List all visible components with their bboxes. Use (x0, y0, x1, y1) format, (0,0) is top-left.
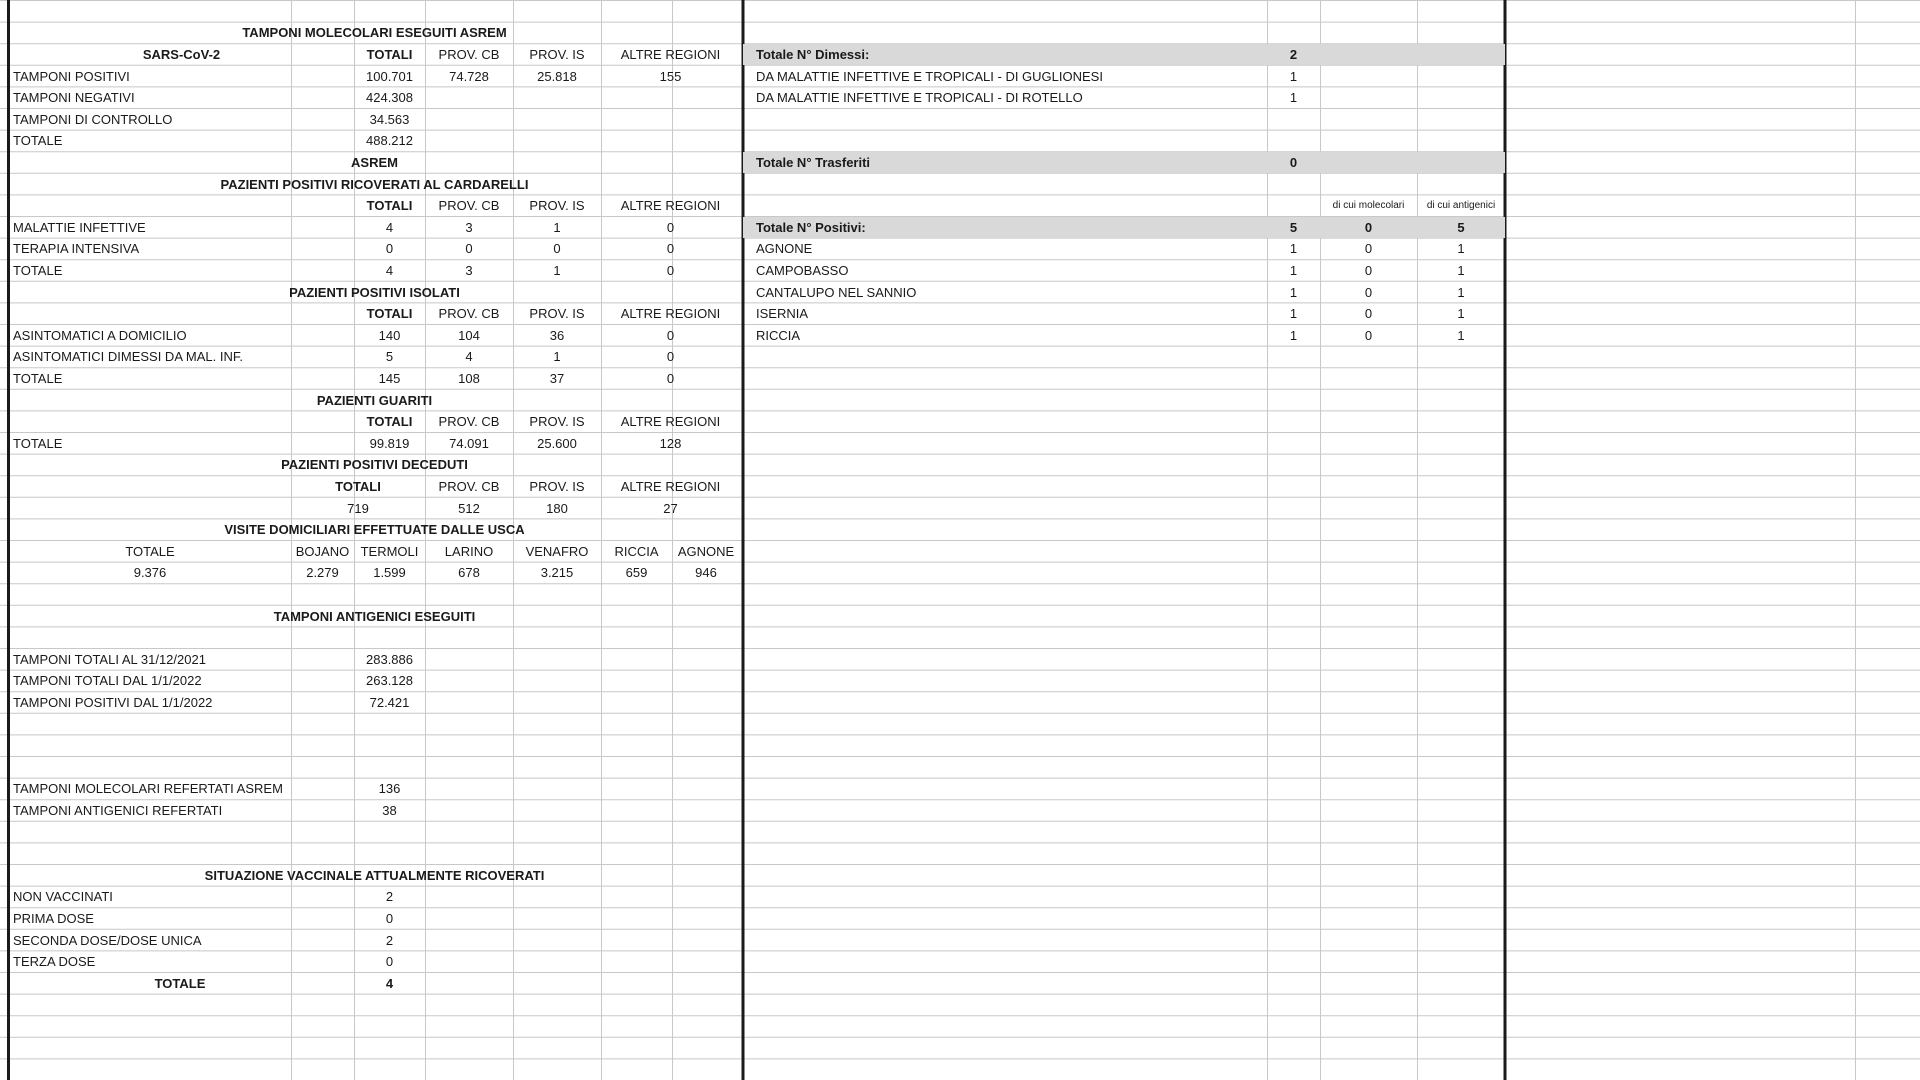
header-prov-is: PROV. IS (529, 198, 585, 214)
section-title-vaccinale: SITUAZIONE VACCINALE ATTUALMENTE RICOVERATI (204, 867, 545, 883)
header-prov-is: PROV. IS (529, 306, 585, 322)
value-prov-is: 25.600 (537, 435, 577, 451)
value-prov-is: 1 (553, 349, 561, 365)
positivi-row-total: 1 (1289, 241, 1298, 257)
positivi-row-antigenici: 1 (1457, 262, 1465, 278)
dimessi-total-value: 2 (1289, 46, 1298, 62)
value-prov-is: 25.818 (537, 68, 577, 84)
positivi-row-molecolari: 0 (1364, 241, 1373, 257)
positivi-row-label: ISERNIA (756, 306, 809, 322)
positivi-row-molecolari: 0 (1364, 327, 1373, 343)
row-label: TAMPONI TOTALI AL 31/12/2021 (13, 651, 206, 667)
header-totali: TOTALI (366, 46, 413, 62)
value-prov-is (513, 109, 601, 130)
positivi-row-label: CANTALUPO NEL SANNIO (756, 284, 917, 300)
dimessi-row-value: 1 (1289, 90, 1298, 106)
usca-riccia-value: 659 (625, 565, 648, 581)
row-label: TAMPONI MOLECOLARI REFERTATI ASREM (13, 781, 283, 797)
value-altre-regioni: 155 (659, 68, 682, 84)
section-title-deceduti: PAZIENTI POSITIVI DECEDUTI (281, 457, 468, 473)
row-label: TAMPONI POSITIVI (13, 68, 130, 84)
row-label: NON VACCINATI (13, 889, 113, 905)
row-label: MALATTIE INFETTIVE (13, 219, 146, 235)
header-totali: TOTALI (366, 306, 413, 322)
value-altre-regioni: 0 (666, 262, 675, 278)
positivi-row-antigenici: 1 (1457, 284, 1465, 300)
value-totali: 263.128 (366, 673, 413, 689)
value-prov-cb: 74.728 (449, 68, 489, 84)
value-totali: 0 (385, 910, 394, 926)
value-prov-cb: 512 (458, 500, 480, 516)
row-label: TERZA DOSE (13, 954, 96, 970)
positivi-total-molecolari: 0 (1364, 219, 1373, 235)
positivi-row-molecolari: 0 (1364, 306, 1373, 322)
section-title-molecolari: TAMPONI MOLECOLARI ESEGUITI ASREM (242, 25, 507, 41)
header-prov-is: PROV. IS (529, 478, 585, 494)
value-prov-is (513, 131, 601, 152)
positivi-row-antigenici: 1 (1457, 327, 1465, 343)
positivi-row-total: 1 (1289, 327, 1298, 343)
value-totali: 0 (385, 954, 394, 970)
positivi-row-total: 1 (1289, 306, 1298, 322)
asrem-label: ASREM (351, 154, 398, 170)
value-prov-cb (425, 87, 513, 108)
row-label: TOTALE (13, 262, 63, 278)
value-prov-cb: 3 (465, 219, 473, 235)
row-label: TAMPONI TOTALI DAL 1/1/2022 (13, 673, 202, 689)
positivi-total-label: Totale N° Positivi: (756, 219, 866, 235)
row-label: TERAPIA INTENSIVA (13, 241, 140, 257)
header-di-cui-molecolari: di cui molecolari (1332, 199, 1405, 211)
row-label: TAMPONI POSITIVI DAL 1/1/2022 (13, 694, 213, 710)
usca-venafro-value: 3.215 (540, 565, 574, 581)
value-totali: 2 (385, 932, 394, 948)
value-prov-is: 1 (553, 219, 561, 235)
value-prov-is: 1 (553, 262, 561, 278)
value-altre-regioni: 128 (659, 435, 682, 451)
header-prov-cb: PROV. CB (438, 414, 500, 430)
row-label: TOTALE (13, 133, 63, 149)
value-totali: 4 (385, 262, 394, 278)
row-label: TOTALE (13, 435, 63, 451)
section-title-ricoverati: PAZIENTI POSITIVI RICOVERATI AL CARDARELLI (220, 176, 529, 192)
value-altre-regioni: 0 (666, 370, 675, 386)
positivi-row-label: AGNONE (756, 241, 813, 257)
value-prov-cb: 4 (465, 349, 473, 365)
row-label: TAMPONI DI CONTROLLO (13, 111, 173, 127)
header-prov-cb: PROV. CB (438, 306, 500, 322)
row-label: TAMPONI ANTIGENICI REFERTATI (13, 802, 223, 818)
value-prov-is: 0 (553, 241, 561, 257)
usca-agnone-header: AGNONE (677, 543, 735, 559)
usca-totale-header: TOTALE (125, 543, 175, 559)
section-title-antigenici: TAMPONI ANTIGENICI ESEGUITI (273, 608, 476, 624)
value-totali: 34.563 (369, 111, 410, 127)
positivi-row-antigenici: 1 (1457, 306, 1465, 322)
value-prov-cb (425, 109, 513, 130)
header-altre-regioni: ALTRE REGIONI (620, 478, 721, 494)
value-altre-regioni (601, 87, 740, 108)
usca-larino-value: 678 (458, 565, 480, 581)
value-prov-is (513, 87, 601, 108)
header-altre-regioni: ALTRE REGIONI (620, 414, 721, 430)
value-totali: 5 (385, 349, 394, 365)
value-altre-regioni (601, 109, 740, 130)
usca-venafro-header: VENAFRO (525, 543, 589, 559)
usca-totale-value: 9.376 (133, 565, 167, 581)
value-totali: 100.701 (366, 68, 413, 84)
header-totali: TOTALI (335, 478, 381, 494)
usca-larino-header: LARINO (444, 543, 494, 559)
value-totali: 488.212 (366, 133, 413, 149)
row-label: ASINTOMATICI DIMESSI DA MAL. INF. (13, 349, 243, 365)
value-totali: 283.886 (366, 651, 413, 667)
header-prov-cb: PROV. CB (438, 46, 500, 62)
dimessi-total-label: Totale N° Dimessi: (756, 46, 870, 62)
value-totali: 136 (378, 781, 401, 797)
value-totali: 99.819 (369, 435, 410, 451)
virus-label: SARS-CoV-2 (142, 46, 221, 62)
header-prov-is: PROV. IS (529, 46, 585, 62)
positivi-row-total: 1 (1289, 284, 1298, 300)
header-di-cui-antigenici: di cui antigenici (1426, 199, 1496, 211)
positivi-total-antigenici: 5 (1457, 219, 1465, 235)
value-altre-regioni: 0 (666, 241, 675, 257)
usca-termoli-value: 1.599 (373, 565, 406, 581)
dimessi-row-label: DA MALATTIE INFETTIVE E TROPICALI - DI GUGLIONESI (756, 68, 1103, 84)
value-prov-cb: 108 (458, 370, 480, 386)
value-prov-is: 37 (549, 370, 565, 386)
value-totali: 72.421 (369, 694, 410, 710)
value-totali: 38 (382, 802, 397, 818)
dimessi-row-label: DA MALATTIE INFETTIVE E TROPICALI - DI ROTELLO (756, 90, 1083, 106)
positivi-row-molecolari: 0 (1364, 284, 1373, 300)
row-label: ASINTOMATICI A DOMICILIO (13, 327, 187, 343)
dimessi-row-value: 1 (1289, 68, 1298, 84)
header-prov-cb: PROV. CB (438, 198, 500, 214)
positivi-row-label: CAMPOBASSO (756, 262, 849, 278)
value-altre-regioni: 27 (663, 500, 678, 516)
row-label: SECONDA DOSE/DOSE UNICA (13, 932, 202, 948)
value-prov-is: 180 (546, 500, 568, 516)
positivi-row-label: RICCIA (756, 327, 801, 343)
value-altre-regioni: 0 (666, 349, 675, 365)
value-totali: 719 (347, 500, 369, 516)
usca-bojano-header: BOJANO (295, 543, 350, 559)
vaccinale-total-label: TOTALE (154, 975, 206, 991)
value-prov-cb: 3 (465, 262, 473, 278)
usca-bojano-value: 2.279 (306, 565, 339, 581)
header-prov-is: PROV. IS (529, 414, 585, 430)
positivi-total-value: 5 (1289, 219, 1298, 235)
value-altre-regioni: 0 (666, 219, 675, 235)
usca-riccia-header: RICCIA (614, 543, 659, 559)
row-label: TAMPONI NEGATIVI (13, 90, 135, 106)
section-title-guariti: PAZIENTI GUARITI (316, 392, 433, 408)
value-altre-regioni (601, 131, 740, 152)
value-prov-cb: 74.091 (449, 435, 489, 451)
value-totali: 145 (378, 370, 401, 386)
trasferiti-total-value: 0 (1289, 154, 1298, 170)
value-altre-regioni: 0 (666, 327, 675, 343)
value-prov-cb (425, 131, 513, 152)
header-totali: TOTALI (366, 198, 413, 214)
header-totali: TOTALI (366, 414, 413, 430)
value-totali: 140 (378, 327, 401, 343)
value-totali: 0 (385, 241, 394, 257)
vaccinale-total-value: 4 (385, 975, 394, 991)
section-title-isolati: PAZIENTI POSITIVI ISOLATI (289, 284, 460, 300)
value-totali: 424.308 (366, 90, 413, 106)
header-altre-regioni: ALTRE REGIONI (620, 198, 721, 214)
trasferiti-total-label: Totale N° Trasferiti (756, 154, 871, 170)
row-label: TOTALE (13, 370, 63, 386)
header-prov-cb: PROV. CB (438, 478, 500, 494)
section-title-usca: VISITE DOMICILIARI EFFETTUATE DALLE USCA (224, 522, 525, 538)
value-totali: 4 (385, 219, 394, 235)
value-prov-cb: 104 (458, 327, 480, 343)
value-prov-cb: 0 (465, 241, 473, 257)
header-altre-regioni: ALTRE REGIONI (620, 46, 721, 62)
value-prov-is: 36 (549, 327, 565, 343)
row-label: PRIMA DOSE (13, 910, 94, 926)
value-totali: 2 (385, 889, 394, 905)
positivi-row-molecolari: 0 (1364, 262, 1373, 278)
usca-termoli-header: TERMOLI (360, 543, 419, 559)
usca-agnone-value: 946 (695, 565, 717, 581)
positivi-row-antigenici: 1 (1457, 241, 1465, 257)
header-altre-regioni: ALTRE REGIONI (620, 306, 721, 322)
positivi-row-total: 1 (1289, 262, 1298, 278)
